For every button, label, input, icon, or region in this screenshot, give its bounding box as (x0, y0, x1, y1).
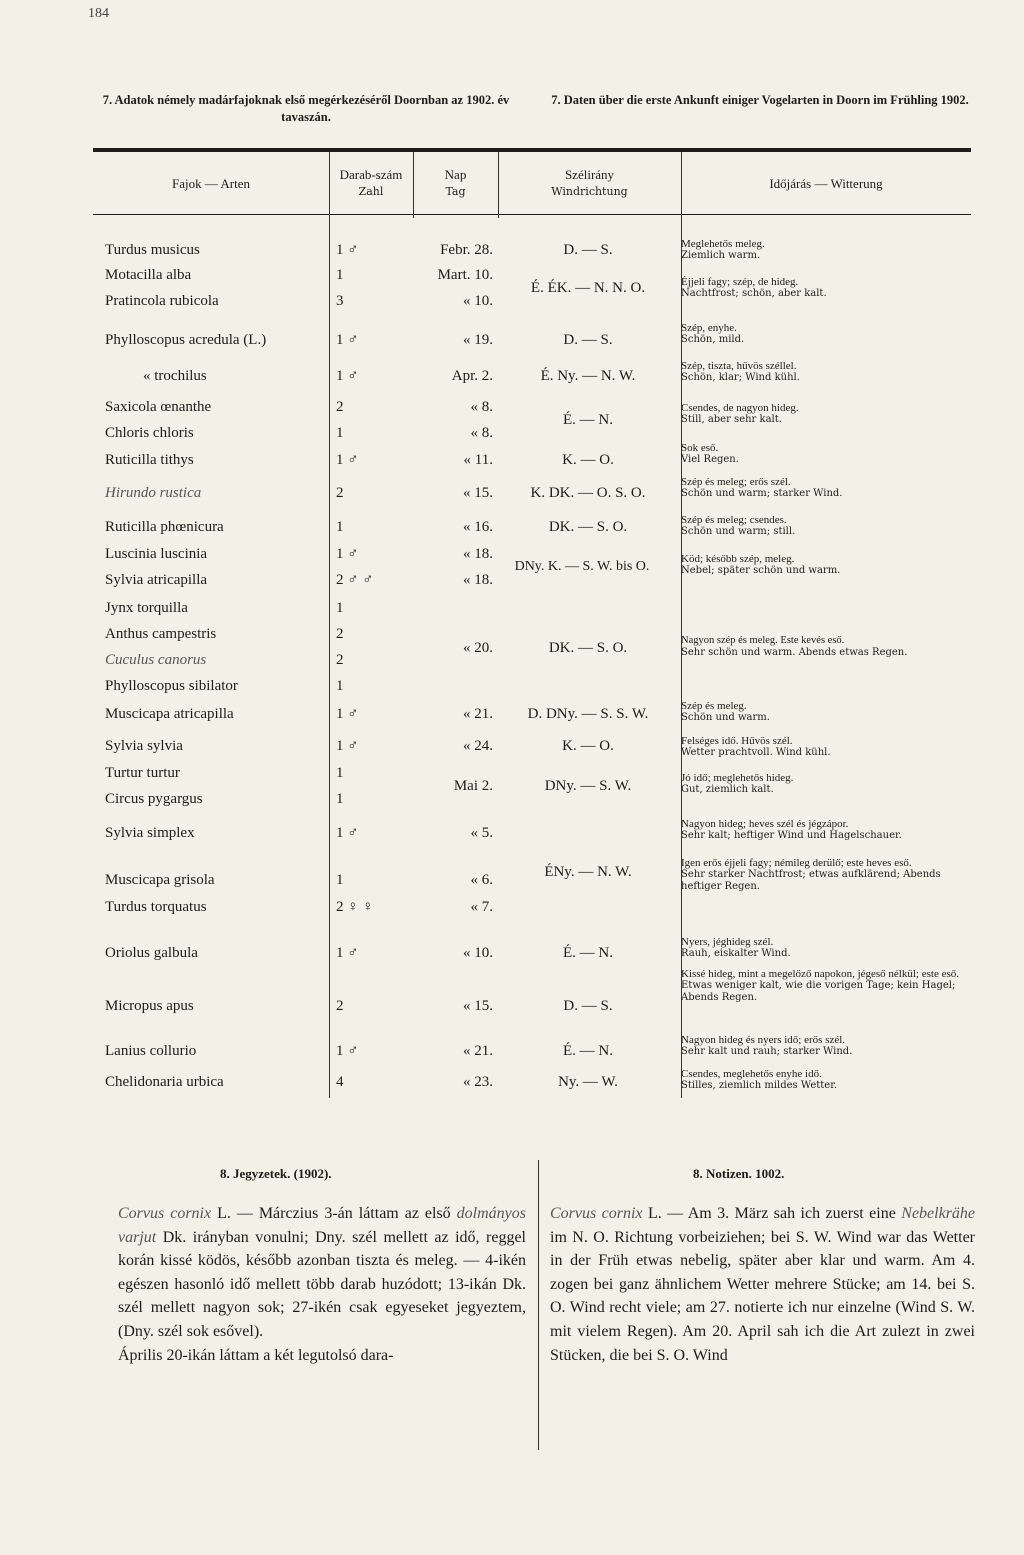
weather-note (681, 735, 831, 759)
weather-de: Etwas weniger kalt, wie die vorigen Tage; kein Hagel; Abends Regen. (681, 980, 956, 1003)
count-value: 1 ♂ (336, 945, 359, 961)
weather-hu: Köd; később szép, meleg. (681, 553, 795, 565)
date-value: « 15. (463, 485, 493, 501)
weather-de: Schön, mild. (681, 334, 745, 345)
wind-direction: DNy. — S. W. (544, 778, 632, 794)
wind-direction: ÉNy. — N. W. (544, 864, 632, 880)
date-value: « 11. (463, 452, 493, 468)
weather-hu: Szép, tiszta, hűvös széllel. (681, 360, 797, 372)
weather-de: Schön und warm. (681, 712, 770, 723)
date-value: « 19. (463, 332, 493, 348)
weather-hu: Csendes, meglehetős enyhe idő. (681, 1068, 822, 1080)
species-name: Circus pygargus (105, 791, 203, 807)
weather-de: Schön, klar; Wind kühl. (681, 372, 800, 383)
count-value: 2 ♂ ♂ (336, 572, 374, 588)
species-name: Chelidonaria urbica (105, 1074, 224, 1090)
weather-note (681, 476, 842, 500)
wind-direction: K. DK. — O. S. O. (530, 485, 646, 501)
wind-direction: D. DNy. — S. S. W. (527, 706, 649, 722)
weather-note (681, 968, 967, 1004)
weather-de: Sehr kalt und rauh; starker Wind. (681, 1046, 853, 1057)
header-species-label: Fajok — Arten (172, 175, 250, 191)
species-name: Ruticilla phœnicura (105, 519, 224, 535)
note-lead-species: Corvus cornix (118, 1205, 212, 1222)
note-lead-species: Corvus cornix (550, 1205, 643, 1222)
wind-direction: É. — N. (563, 1043, 613, 1059)
wind-direction: É. — N. (563, 945, 613, 961)
weather-note (681, 700, 770, 724)
weather-de: Nachtfrost; schön, aber kalt. (681, 288, 827, 299)
weather-hu: Csendes, de nagyon hideg. (681, 402, 799, 414)
wind-direction: DNy. K. — S. W. bis O. (514, 559, 650, 574)
count-value: 1 (336, 765, 344, 781)
species-name: Turtur turtur (105, 765, 180, 781)
weather-hu: Szép és meleg; erős szél. (681, 476, 791, 488)
date-value: « 18. (463, 546, 493, 562)
weather-hu: Nagyon hideg; heves szél és jégzápor. (681, 818, 849, 830)
notes-german (550, 1202, 975, 1367)
weather-hu: Éjjeli fagy; szép, de hideg. (681, 276, 799, 288)
species-name: Pratincola rubicola (105, 293, 219, 309)
count-value: 2 ♀ ♀ (336, 899, 374, 915)
weather-de: Viel Regen. (681, 454, 739, 465)
weather-de: Ziemlich warm. (681, 250, 761, 261)
species-name: Oriolus galbula (105, 945, 198, 961)
weather-note (681, 1034, 852, 1058)
species-name: Micropus apus (105, 998, 194, 1014)
date-value: « 21. (463, 1043, 493, 1059)
weather-hu: Nagyon hideg és nyers idő; erős szél. (681, 1034, 846, 1046)
date-value: Mai 2. (453, 778, 493, 794)
weather-de: Schön und warm; starker Wind. (681, 488, 843, 499)
arrival-table (93, 148, 971, 1098)
header-count-de: Zahl (358, 185, 384, 198)
note-text: Dk. irányban vonulni; Dny. szél mellett az idő, reggel korán kissé ködös, később azonban tiszta és meleg. — 4-ikén egészen hasonló idő mellett több darab huzódott; 13-ikán Dk. szél mellett nagyon sok; 27-ikén csak egyeseket jegyeztem, (Dny. szél sok esővel). (118, 1228, 526, 1340)
weather-note (681, 1068, 837, 1092)
note-species-common: Nebelkrähe (901, 1205, 976, 1222)
header-wind (498, 152, 681, 214)
wind-direction: É. — N. (563, 412, 613, 428)
weather-hu: Jó idő; meglehetős hideg. (681, 772, 794, 784)
weather-note (681, 360, 800, 384)
count-value: 1 (336, 791, 344, 807)
weather-note (681, 322, 744, 346)
weather-note (681, 238, 765, 262)
weather-de: Sehr schön und warm. Abends etwas Regen. (681, 647, 908, 658)
species-name: Hirundo rustica (105, 485, 202, 501)
note-text: L. — Am 3. März sah ich zuerst eine (642, 1205, 902, 1222)
weather-note (681, 402, 799, 426)
date-value: « 5. (470, 825, 493, 841)
header-date-hu: Nap (444, 167, 467, 182)
weather-de: Schön und warm; still. (681, 526, 796, 537)
weather-de: Rauh, eiskalter Wind. (681, 948, 791, 959)
header-count (329, 152, 413, 214)
weather-de: Wetter prachtvoll. Wind kühl. (681, 747, 831, 758)
weather-hu: Szép és meleg; csendes. (681, 514, 787, 526)
weather-note (681, 857, 967, 893)
count-value: 2 (336, 485, 344, 501)
species-name: Motacilla alba (105, 267, 192, 283)
table-title-hungarian: 7. Adatok némely madárfajoknak első megérkezéséről Doornban az 1902. év tavaszán. (102, 93, 510, 124)
weather-hu: Igen erős éjjeli fagy; némileg derülő; este heves eső. (681, 857, 912, 869)
weather-hu: Kissé hideg, mint a megelőző napokon, jégeső nélkül; este eső. (681, 968, 959, 980)
species-name: Jynx torquilla (105, 600, 188, 616)
notes-title-german: 8. Notizen. 1002. (693, 1166, 785, 1181)
notes-hungarian (118, 1202, 526, 1367)
header-wind-hu: Szélirány (564, 167, 615, 182)
species-name: « trochilus (143, 368, 207, 384)
weather-hu: Felséges idő. Hűvös szél. (681, 735, 793, 747)
species-name: Phylloscopus sibilator (105, 678, 238, 694)
count-value: 1 (336, 678, 344, 694)
wind-direction: É. Ny. — N. W. (540, 368, 636, 384)
notes-column-divider (538, 1160, 539, 1450)
header-weather (681, 152, 971, 214)
count-value: 1 ♂ (336, 368, 359, 384)
note-text: im N. O. Richtung vorbeiziehen; bei S. W. Wind war das Wetter in der Früh etwas nebelig, später aber klar und warm. Am 4. zogen bei ganz ähnlichem Wetter mehrere Stücke; am 14. bei S. O. Wind recht viele; am 27. notierte ich nur einzelne (Wind S. W. mit vielem Regen). Am 20. April sah ich die Art zulezt in zwei Stücken, die bei S. O. Wind (550, 1228, 975, 1364)
wind-direction: DK. — S. O. (548, 640, 628, 656)
date-value: Mart. 10. (437, 267, 493, 283)
count-value: 1 (336, 267, 344, 283)
weather-note (681, 276, 827, 300)
header-date (413, 152, 498, 214)
weather-hu: Sok eső. (681, 442, 719, 454)
date-value: Febr. 28. (440, 242, 493, 258)
wind-direction: D. — S. (563, 998, 613, 1014)
species-name: Chloris chloris (105, 425, 194, 441)
species-name: Luscinia luscinia (105, 546, 208, 562)
count-value: 1 ♂ (336, 1043, 359, 1059)
weather-de: Gut, ziemlich kalt. (681, 784, 774, 795)
weather-hu: Nagyon szép és meleg. Este kevés eső. (681, 635, 845, 646)
date-value: « 8. (470, 425, 493, 441)
table-title-german: 7. Daten über die erste Ankunft einiger Vogelarten in Doorn im Frühling 1902. (551, 93, 969, 107)
wind-direction: K. — O. (562, 738, 614, 754)
count-value: 2 (336, 652, 344, 668)
count-value: 1 ♂ (336, 825, 359, 841)
weather-hu: Nyers, jéghideg szél. (681, 936, 774, 948)
count-value: 1 (336, 600, 344, 616)
count-value: 1 ♂ (336, 546, 359, 562)
wind-direction: D. — S. (563, 332, 613, 348)
header-species (93, 152, 329, 214)
count-value: 2 (336, 399, 344, 415)
wind-direction: K. — O. (562, 452, 614, 468)
weather-note (681, 936, 791, 960)
species-name: Sylvia sylvia (105, 738, 183, 754)
wind-direction: D. — S. (563, 242, 613, 258)
header-weather-label: Időjárás — Witterung (769, 175, 883, 191)
count-value: 1 ♂ (336, 452, 359, 468)
note-text-continued: Április 20-ikán láttam a két legutolsó dara- (118, 1346, 394, 1364)
species-name: Lanius collurio (105, 1043, 197, 1059)
weather-hu: Meglehetős meleg. (681, 238, 765, 250)
count-value: 2 (336, 998, 344, 1014)
date-value: « 10. (463, 945, 493, 961)
weather-note (681, 635, 907, 659)
count-value: 1 ♂ (336, 738, 359, 754)
weather-hu: Szép, enyhe. (681, 322, 737, 334)
species-name: Saxicola œnanthe (105, 399, 212, 415)
species-name: Muscicapa atricapilla (105, 706, 234, 722)
weather-de: Stilles, ziemlich mildes Wetter. (681, 1080, 838, 1091)
date-value: « 18. (463, 572, 493, 588)
count-value: 1 (336, 425, 344, 441)
wind-direction: É. ÉK. — N. N. O. (530, 280, 646, 296)
species-name: Ruticilla tithys (105, 452, 194, 468)
date-value: « 20. (463, 640, 493, 656)
column-divider (329, 152, 330, 1098)
weather-de: Sehr kalt; heftiger Wind und Hagelschauer. (681, 830, 902, 841)
date-value: « 6. (470, 872, 493, 888)
weather-note (681, 442, 739, 466)
weather-note (681, 818, 902, 842)
date-value: « 24. (463, 738, 493, 754)
species-name: Muscicapa grisola (105, 872, 215, 888)
date-value: « 21. (463, 706, 493, 722)
header-date-de: Tag (445, 185, 466, 198)
weather-de: Sehr starker Nachtfrost; etwas aufklärend; Abends heftiger Regen. (681, 869, 941, 892)
note-text: L. — Márczius 3-án láttam az első (211, 1205, 457, 1222)
note-species-common: dolmányos varjut (118, 1205, 526, 1246)
species-name: Sylvia atricapilla (105, 572, 208, 588)
date-value: « 7. (470, 899, 493, 915)
species-name: Turdus musicus (105, 242, 200, 258)
weather-note (681, 514, 795, 538)
page-number: 184 (88, 6, 109, 21)
date-value: « 10. (463, 293, 493, 309)
count-value: 1 ♂ (336, 332, 359, 348)
weather-note (681, 772, 793, 796)
weather-hu: Szép és meleg. (681, 700, 747, 712)
species-name: Turdus torquatus (105, 899, 207, 915)
count-value: 2 (336, 626, 344, 642)
weather-note (681, 553, 840, 577)
wind-direction: Ny. — W. (558, 1074, 618, 1090)
date-value: Apr. 2. (451, 368, 493, 384)
species-name: Anthus campestris (105, 626, 217, 642)
wind-direction: DK. — S. O. (548, 519, 628, 535)
species-name: Cuculus canorus (105, 652, 207, 668)
count-value: 1 (336, 519, 344, 535)
species-name: Sylvia simplex (105, 825, 195, 841)
notes-title-hungarian: 8. Jegyzetek. (1902). (220, 1166, 332, 1181)
date-value: « 23. (463, 1074, 493, 1090)
date-value: « 16. (463, 519, 493, 535)
count-value: 1 ♂ (336, 706, 359, 722)
weather-de: Nebel; später schön und warm. (681, 565, 841, 576)
weather-de: Still, aber sehr kalt. (681, 414, 782, 425)
count-value: 4 (336, 1074, 344, 1090)
count-value: 1 ♂ (336, 242, 359, 258)
header-wind-de: Windrichtung (551, 185, 628, 198)
count-value: 1 (336, 872, 344, 888)
table-header-rule (93, 214, 971, 215)
date-value: « 8. (470, 399, 493, 415)
species-name: Phylloscopus acredula (L.) (105, 332, 267, 348)
count-value: 3 (336, 293, 344, 309)
header-count-hu: Darab-szám (339, 167, 403, 182)
date-value: « 15. (463, 998, 493, 1014)
